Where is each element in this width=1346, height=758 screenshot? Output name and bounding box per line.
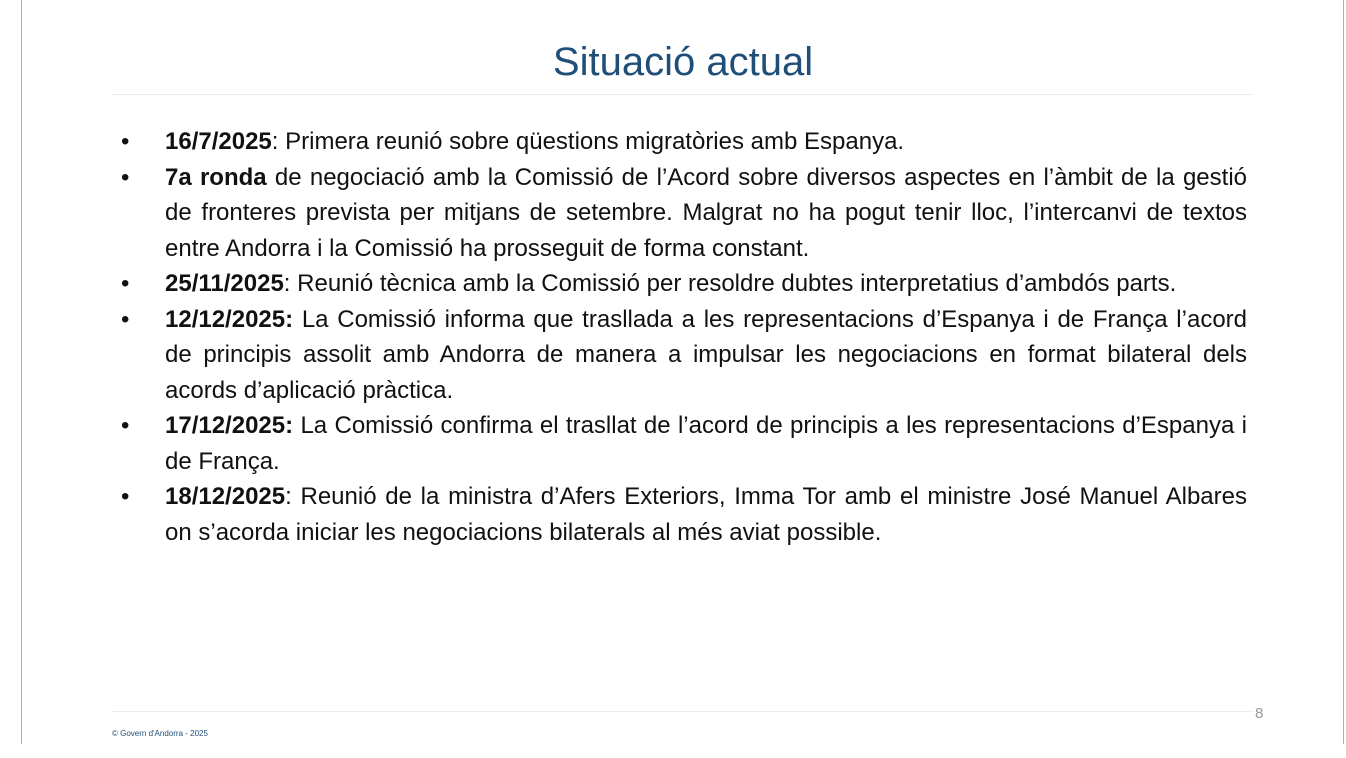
slide-title: Situació actual — [552, 40, 814, 84]
bullet-dot-icon: • — [121, 163, 130, 191]
bullet-dot-icon: • — [121, 128, 130, 155]
bullet-text: de negociació amb la Comissió de l’Acord sobre diversos aspectes en l’àmbit de la gestió de fronteres prevista per mitjans de setembre. Malgrat no ha pogut tenir lloc, l’intercanvi de textos entre Andorra i la Comissió ha prosseguit de forma constant. — [165, 163, 1247, 262]
bullet-dot-icon: • — [121, 270, 130, 297]
bullet-list — [115, 124, 1247, 550]
bullet-dot-icon: • — [121, 305, 130, 333]
bullet-dot-icon: • — [121, 412, 130, 439]
bullet-date: 7a ronda — [165, 163, 267, 191]
bullet-item — [115, 302, 1247, 409]
bullet-text: : Reunió tècnica amb la Comissió per resoldre dubtes interpretatius d’ambdós parts. — [283, 270, 1177, 297]
slide-border-left — [21, 0, 22, 744]
bullet-date: 16/7/2025 — [165, 128, 272, 155]
bullet-text: La Comissió confirma el trasllat de l’acord de principis a les representacions d’Espanya i de França. — [165, 412, 1247, 475]
bullet-date: 12/12/2025: — [165, 305, 294, 333]
title-divider — [112, 94, 1254, 95]
bullet-text: : Reunió de la ministra d’Afers Exteriors, Imma Tor amb el ministre José Manuel Albares on s’acorda iniciar les negociacions bilaterals al més aviat possible. — [165, 483, 1247, 546]
slide-border-right — [1343, 0, 1344, 744]
bullet-item — [115, 124, 1247, 160]
bullet-dot-icon: • — [121, 483, 130, 510]
bullet-date: 25/11/2025 — [165, 270, 284, 297]
bullet-date: 18/12/2025 — [165, 483, 286, 510]
footer-copyright: © Govern d'Andorra - 2025 — [112, 729, 208, 738]
bullet-item — [115, 160, 1247, 267]
bullet-date: 17/12/2025: — [165, 412, 294, 439]
bullet-item — [115, 479, 1247, 550]
bullet-text: La Comissió informa que trasllada a les representacions d’Espanya i de França l’acord de principis assolit amb Andorra de manera a impulsar les negociacions en format bilateral dels acords d’aplicació pràctica. — [165, 305, 1247, 404]
bullet-item — [115, 408, 1247, 479]
bullet-text: : Primera reunió sobre qüestions migratòries amb Espanya. — [271, 128, 905, 155]
footer-divider — [112, 711, 1254, 712]
page-number: 8 — [1255, 705, 1264, 722]
bullet-item — [115, 266, 1247, 302]
